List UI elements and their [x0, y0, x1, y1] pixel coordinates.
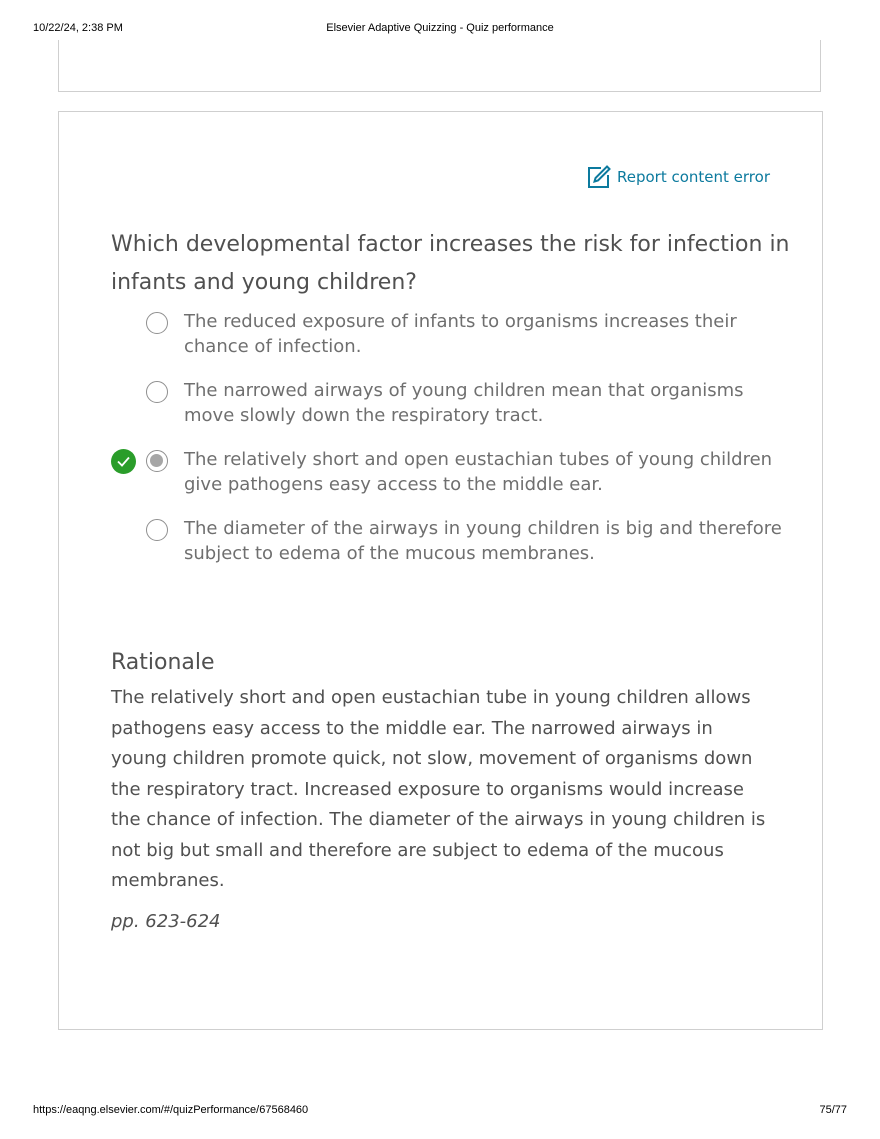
print-url: https://eaqng.elsevier.com/#/quizPerformance/67568460	[33, 1104, 309, 1116]
radio-button[interactable]	[146, 312, 168, 334]
edit-icon	[587, 165, 611, 189]
answer-options	[111, 309, 791, 585]
radio-button-selected[interactable]	[146, 450, 168, 472]
print-title: Elsevier Adaptive Quizzing - Quiz performance	[326, 22, 554, 34]
report-content-error-label: Report content error	[616, 168, 770, 186]
question-card	[58, 111, 823, 1030]
print-datetime: 10/22/24, 2:38 PM	[33, 22, 123, 34]
question-text: Which developmental factor increases the risk for infection in infants and young children?	[111, 232, 790, 295]
radio-button[interactable]	[146, 381, 168, 403]
rationale-text: The relatively short and open eustachian tube in young children allows pathogens easy access to the middle ear. The narrowed airways in young children promote quick, not slow, movement of organisms down the respiratory tract. Increased exposure to organisms would increase the chance of infection. The diameter of the airways in young children is not big but small and therefore are subject to edema of the mucous membranes.	[111, 687, 766, 891]
radio-button[interactable]	[146, 519, 168, 541]
answer-option[interactable]	[111, 309, 791, 378]
answer-option-label: The relatively short and open eustachian tubes of young children give pathogens easy access to the middle ear.	[184, 449, 773, 495]
answer-option-label: The diameter of the airways in young children is big and therefore subject to edema of the mucous membranes.	[184, 518, 782, 564]
page-reference: pp. 623-624	[111, 911, 221, 932]
answer-option-label: The reduced exposure of infants to organisms increases their chance of infection.	[184, 311, 737, 357]
previous-question-card	[58, 40, 821, 92]
answer-option-label: The narrowed airways of young children mean that organisms move slowly down the respiratory tract.	[184, 380, 744, 426]
answer-option[interactable]	[111, 378, 791, 447]
report-content-error-link[interactable]	[587, 165, 770, 189]
answer-option[interactable]	[111, 516, 791, 585]
correct-check-icon	[111, 449, 136, 474]
answer-option[interactable]	[111, 447, 791, 516]
rationale-heading: Rationale	[111, 650, 215, 675]
print-page-number: 75/77	[819, 1104, 847, 1116]
